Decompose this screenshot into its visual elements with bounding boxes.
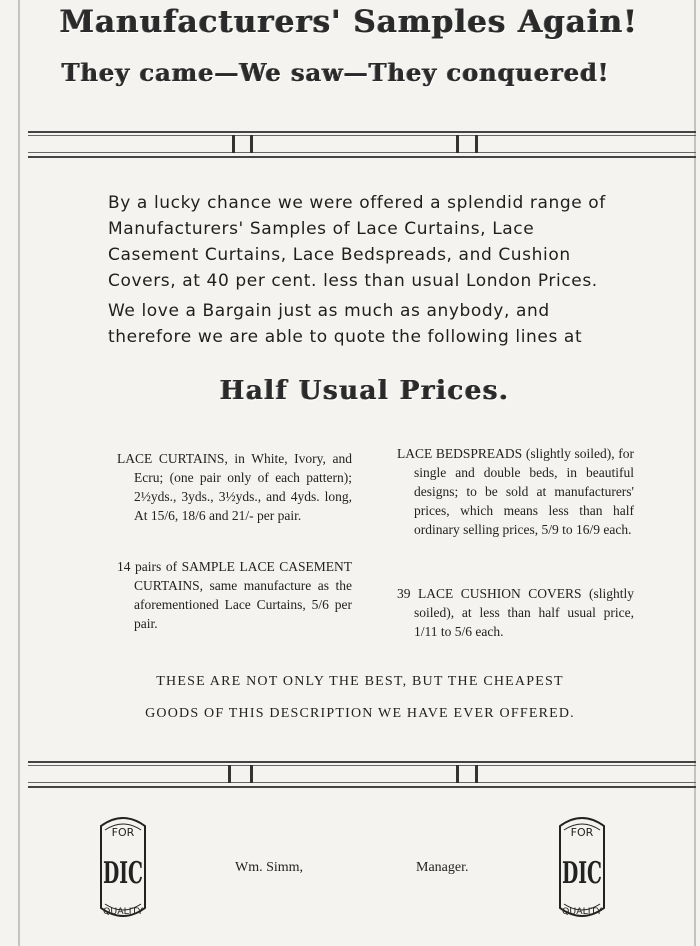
dic-quality-badge-right: [556, 808, 608, 928]
badge-monogram: DIC: [103, 856, 143, 891]
closing-line-2: GOODS OF THIS DESCRIPTION WE HAVE EVER OFFERED.: [145, 706, 575, 721]
item-casement-curtains: 14 pairs of SAMPLE LACE CASEMENT CURTAINS, same manufacture as the aforementioned Lace Curtains, 5/6 per pair.: [117, 559, 352, 631]
signature-role: Manager.: [416, 860, 469, 875]
intro-paragraph-2: We love a Bargain just as much as anybody, and therefore we are able to quote the following lines at: [108, 301, 583, 347]
intro-paragraph-1: By a lucky chance we were offered a splendid range of Manufacturers' Samples of Lace Curtains, Lace Casement Curtains, Lace Bedspreads, and Cushion Covers, at 40 per cent. less than usual London Prices.: [108, 193, 606, 291]
headline: Manufacturers' Samples Again!: [60, 4, 639, 40]
badge-top-text: FOR: [111, 826, 135, 839]
badge-top-text: FOR: [570, 826, 594, 839]
page-edge-left: [18, 0, 20, 946]
tagline: They came—We saw—They conquered!: [62, 58, 610, 87]
top-rule: [28, 128, 696, 158]
item-bedspreads: LACE BEDSPREADS (slightly soiled), for single and double beds, in beautiful designs; to be sold at manufacturers' prices, which means less than half ordinary selling prices, 5/9 to 16/9 each.: [397, 446, 634, 537]
signature-name: Wm. Simm,: [235, 860, 304, 875]
closing-line-1: THESE ARE NOT ONLY THE BEST, BUT THE CHEAPEST: [156, 674, 564, 689]
item-lace-curtains: LACE CURTAINS, in White, Ivory, and Ecru; (one pair only of each pattern); 2½yds., 3yds., 3½yds., and 4yds. long, At 15/6, 18/6 and 21/- per pair.: [117, 451, 352, 523]
dic-quality-badge-left: [97, 808, 149, 928]
bottom-rule: [28, 758, 696, 788]
item-cushion-covers: 39 LACE CUSHION COVERS (slightly soiled), at less than half usual price, 1/11 to 5/6 each.: [397, 586, 634, 639]
badge-bottom-text: QUALITY: [562, 907, 603, 917]
prices-heading: Half Usual Prices.: [220, 376, 510, 406]
badge-bottom-text: QUALITY: [103, 907, 144, 917]
badge-monogram: DIC: [562, 856, 602, 891]
